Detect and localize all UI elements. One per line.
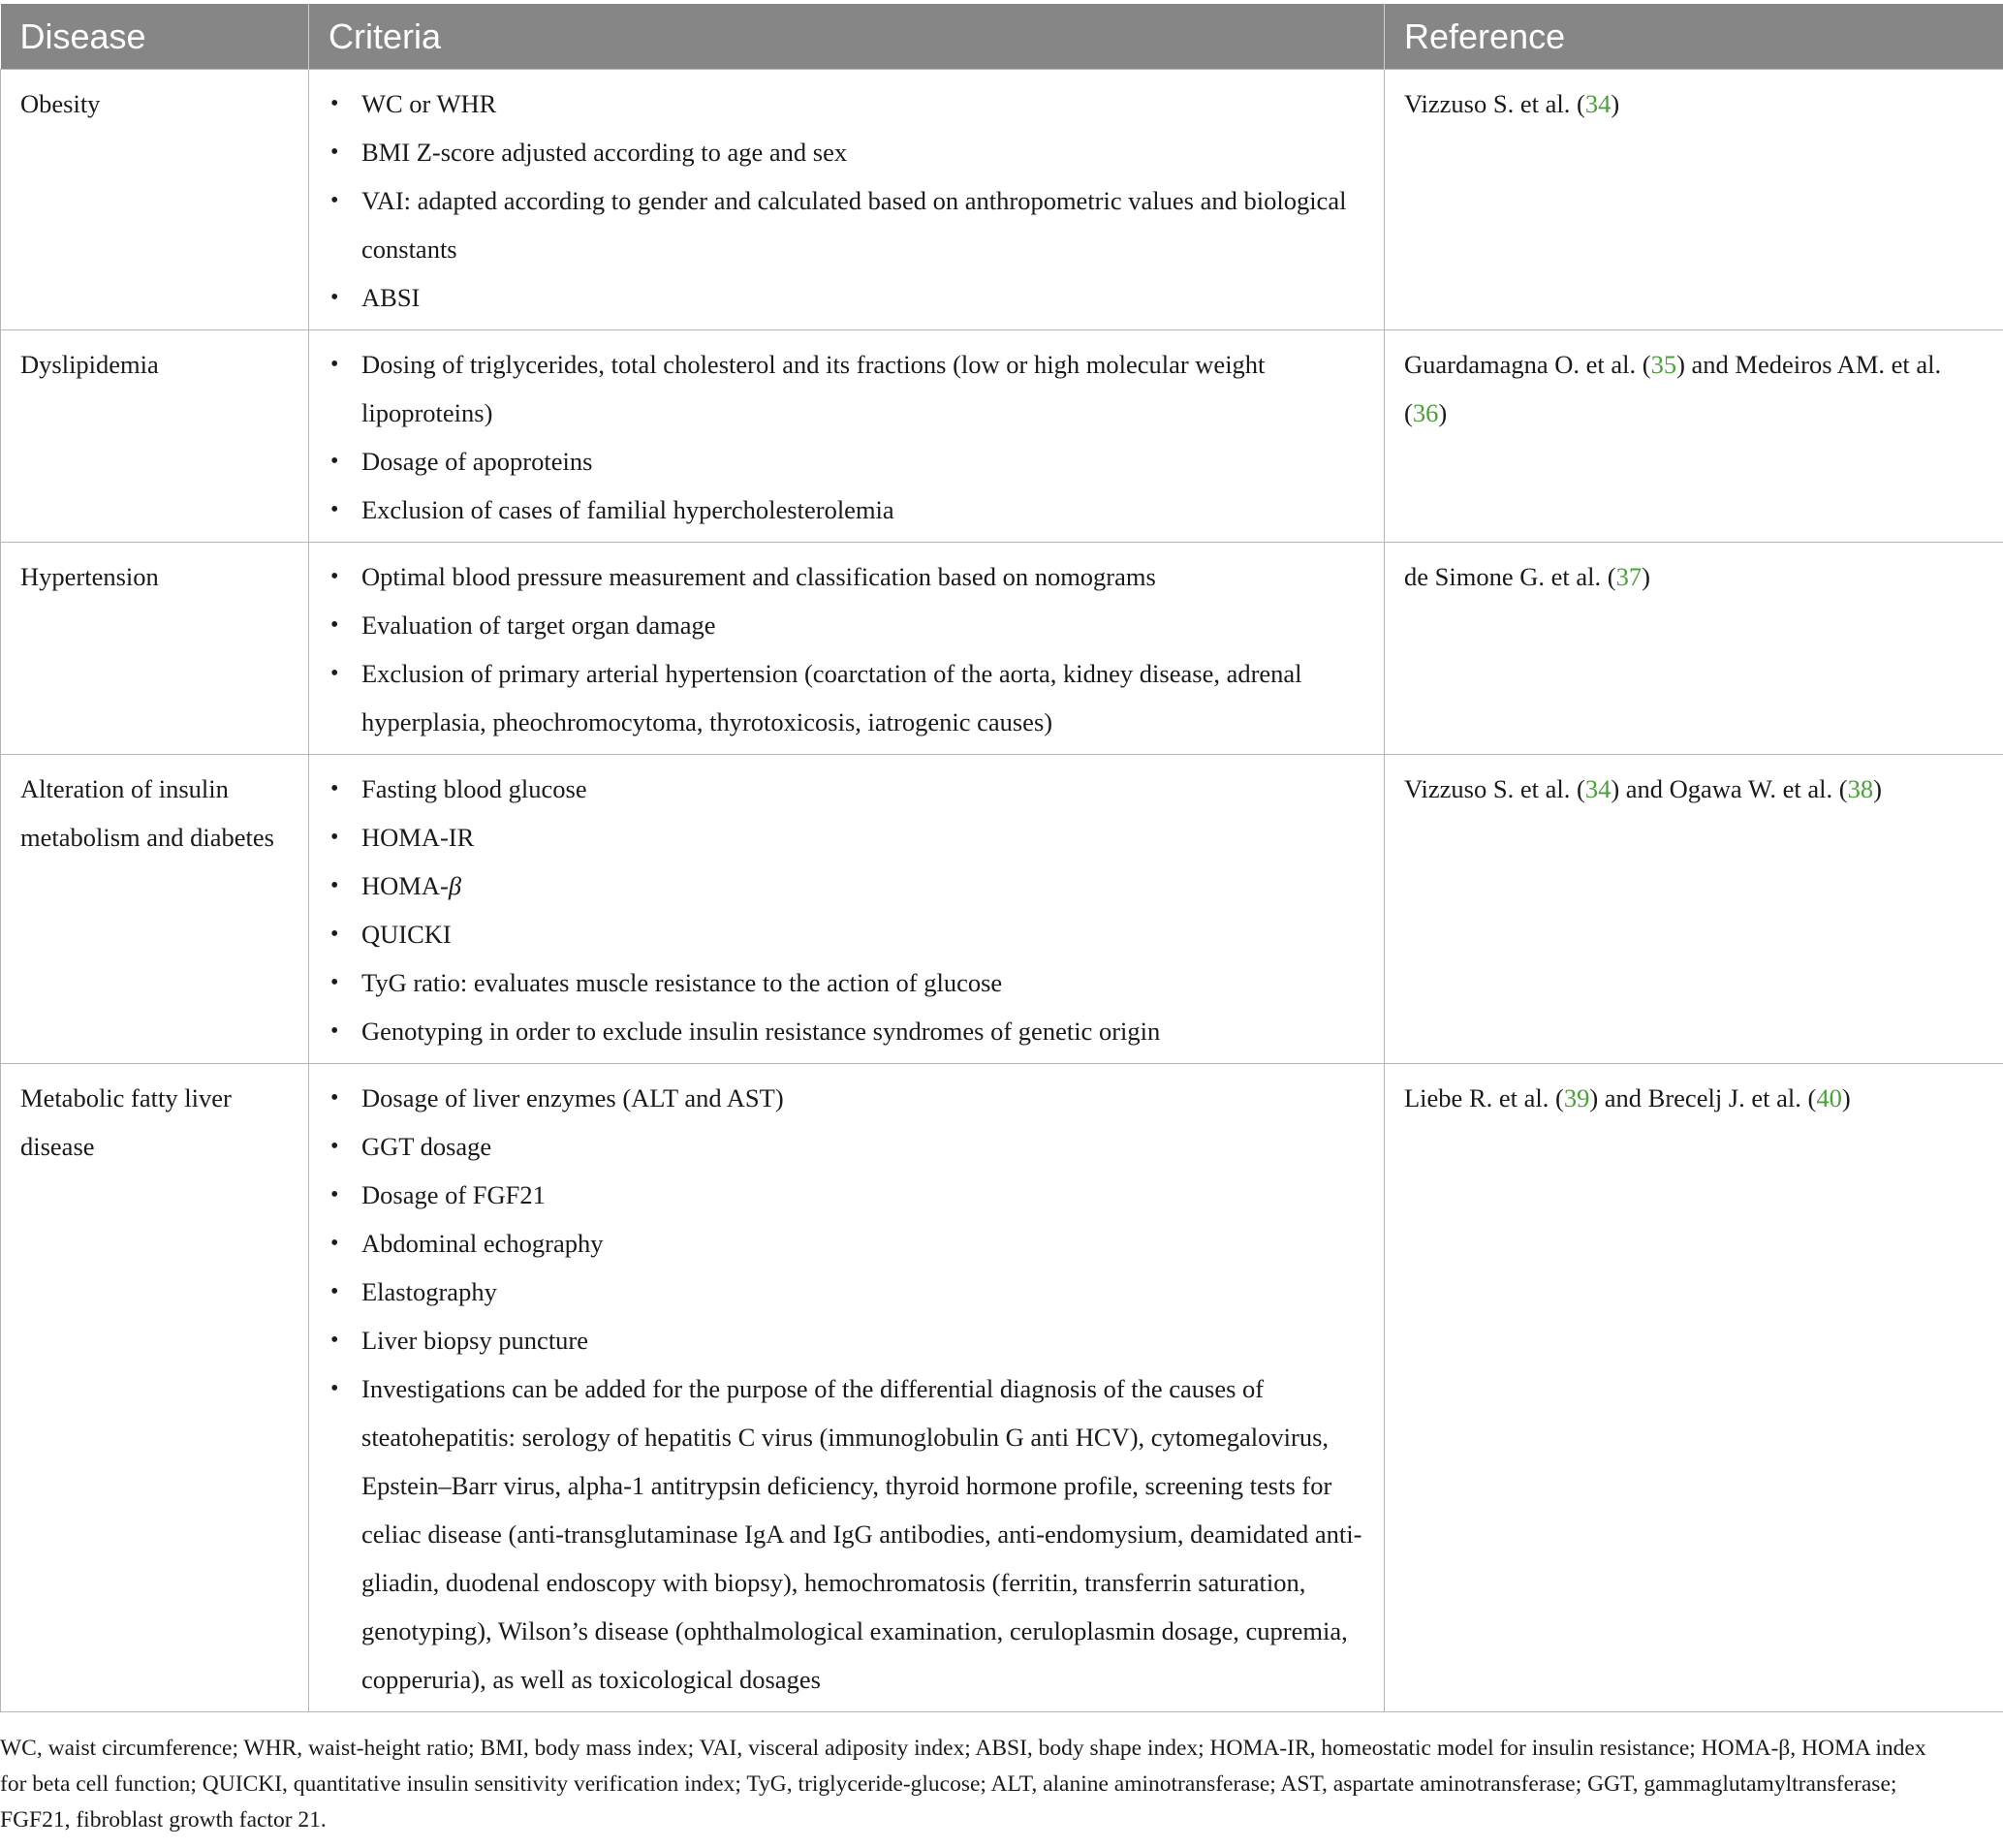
criteria-table [0,4,2003,1712]
criteria-item: • Dosage of FGF21 [329,1171,1364,1219]
criteria-item: • ABSI [329,273,1364,322]
criteria-cell [309,1064,1385,1712]
disease-cell: Alteration of insulin metabolism and diabetes [1,755,309,1064]
reference-text: ) [1642,562,1650,591]
reference-text: ) [1611,89,1620,118]
reference-link[interactable]: 36 [1412,398,1439,427]
beta-symbol: β [448,871,462,900]
table-row [1,1064,2003,1712]
criteria-item: • QUICKI [329,910,1364,958]
disease-cell: Obesity [1,70,309,330]
criteria-item: • BMI Z-score adjusted according to age and sex [329,128,1364,176]
reference-text: ) and Brecelj J. et al. ( [1589,1083,1817,1112]
reference-text: ) [1841,1083,1851,1112]
criteria-cell [309,755,1385,1064]
reference-text: ) [1438,398,1448,427]
criteria-item: • Dosage of liver enzymes (ALT and AST) [329,1074,1364,1122]
criteria-item-text: HOMA- [361,871,449,900]
reference-text: de Simone G. et al. ( [1404,562,1616,591]
table-header [1,4,2003,70]
reference-text: ) and Ogawa W. et al. ( [1611,774,1848,803]
criteria-item: • TyG ratio: evaluates muscle resistance to the action of glucose [329,958,1364,1007]
criteria-item: • Investigations can be added for the purpose of the differential diagnosis of the causes of steatohepatitis: serology of hepatitis C virus (immunoglobulin G anti HCV), cytomegalovirus, Epstein–Barr virus, alpha-1 antitrypsin deficiency, thyroid hormone profile, screening tests for celiac disease (anti-transglutaminase IgA and IgG antibodies, anti-endomysium, deamidated anti-gliadin, duodenal endoscopy with biopsy), hemochromatosis (ferritin, transferrin saturation, genotyping), Wilson’s disease (ophthalmological examination, ceruloplasmin dosage, cupremia, copperuria), as well as toxicological dosages [329,1364,1364,1704]
reference-link[interactable]: 38 [1847,774,1874,803]
table-footnote: WC, waist circumference; WHR, waist-height ratio; BMI, body mass index; VAI, visceral adiposity index; ABSI, body shape index; HOMA-IR, homeostatic model for insulin resistance; HOMA-β, HOMA index for beta cell function; QUICKI, quantitative insulin sensitivity verification index; TyG, triglyceride-glucose; ALT, alanine aminotransferase; AST, aspartate aminotransferase; GGT, gammaglutamyltransferase; FGF21, fibroblast growth factor 21. [0,1736,1926,1832]
disease-cell: Metabolic fatty liver disease [1,1064,309,1712]
reference-link[interactable]: 35 [1650,350,1677,379]
reference-text: ) and Medeiros AM. et al. ( [1404,350,1942,427]
header-criteria: Criteria [309,4,1385,70]
reference-link[interactable]: 39 [1563,1083,1590,1112]
reference-text: Vizzuso S. et al. ( [1404,774,1585,803]
criteria-item: • Fasting blood glucose [329,765,1364,813]
reference-cell [1385,330,2003,543]
criteria-cell [309,330,1385,543]
criteria-item: • Evaluation of target organ damage [329,601,1364,649]
reference-cell [1385,1064,2003,1712]
criteria-item: • Elastography [329,1268,1364,1316]
reference-text: Vizzuso S. et al. ( [1404,89,1585,118]
reference-link[interactable]: 37 [1615,562,1643,591]
disease-cell: Hypertension [1,543,309,755]
header-disease: Disease [1,4,309,70]
criteria-item: • Dosage of apoproteins [329,437,1364,485]
criteria-item: • WC or WHR [329,79,1364,128]
table-row [1,330,2003,543]
criteria-item: • Optimal blood pressure measurement and classification based on nomograms [329,552,1364,601]
reference-cell [1385,755,2003,1064]
reference-link[interactable]: 34 [1584,774,1612,803]
reference-cell [1385,70,2003,330]
disease-cell: Dyslipidemia [1,330,309,543]
criteria-item: • Genotyping in order to exclude insulin resistance syndromes of genetic origin [329,1007,1364,1055]
criteria-item: • VAI: adapted according to gender and calculated based on anthropometric values and biological constants [329,176,1364,273]
reference-cell [1385,543,2003,755]
criteria-cell [309,543,1385,755]
table-row [1,70,2003,330]
table-row [1,543,2003,755]
criteria-item: • Dosing of triglycerides, total cholesterol and its fractions (low or high molecular weight lipoproteins) [329,340,1364,437]
reference-text: ) [1873,774,1882,803]
reference-link[interactable]: 40 [1816,1083,1842,1112]
criteria-item: • Exclusion of primary arterial hypertension (coarctation of the aorta, kidney disease, adrenal hyperplasia, pheochromocytoma, thyrotoxicosis, iatrogenic causes) [329,649,1364,746]
criteria-item: • Exclusion of cases of familial hypercholesterolemia [329,485,1364,534]
reference-text: Liebe R. et al. ( [1404,1083,1564,1112]
criteria-item: • Abdominal echography [329,1219,1364,1268]
criteria-item [329,861,1364,910]
criteria-item: • HOMA-IR [329,813,1364,861]
criteria-item: • GGT dosage [329,1122,1364,1171]
header-reference: Reference [1385,4,2003,70]
criteria-item: • Liver biopsy puncture [329,1316,1364,1364]
table-row [1,755,2003,1064]
reference-text: Guardamagna O. et al. ( [1404,350,1651,379]
reference-link[interactable]: 34 [1584,89,1612,118]
criteria-cell [309,70,1385,330]
